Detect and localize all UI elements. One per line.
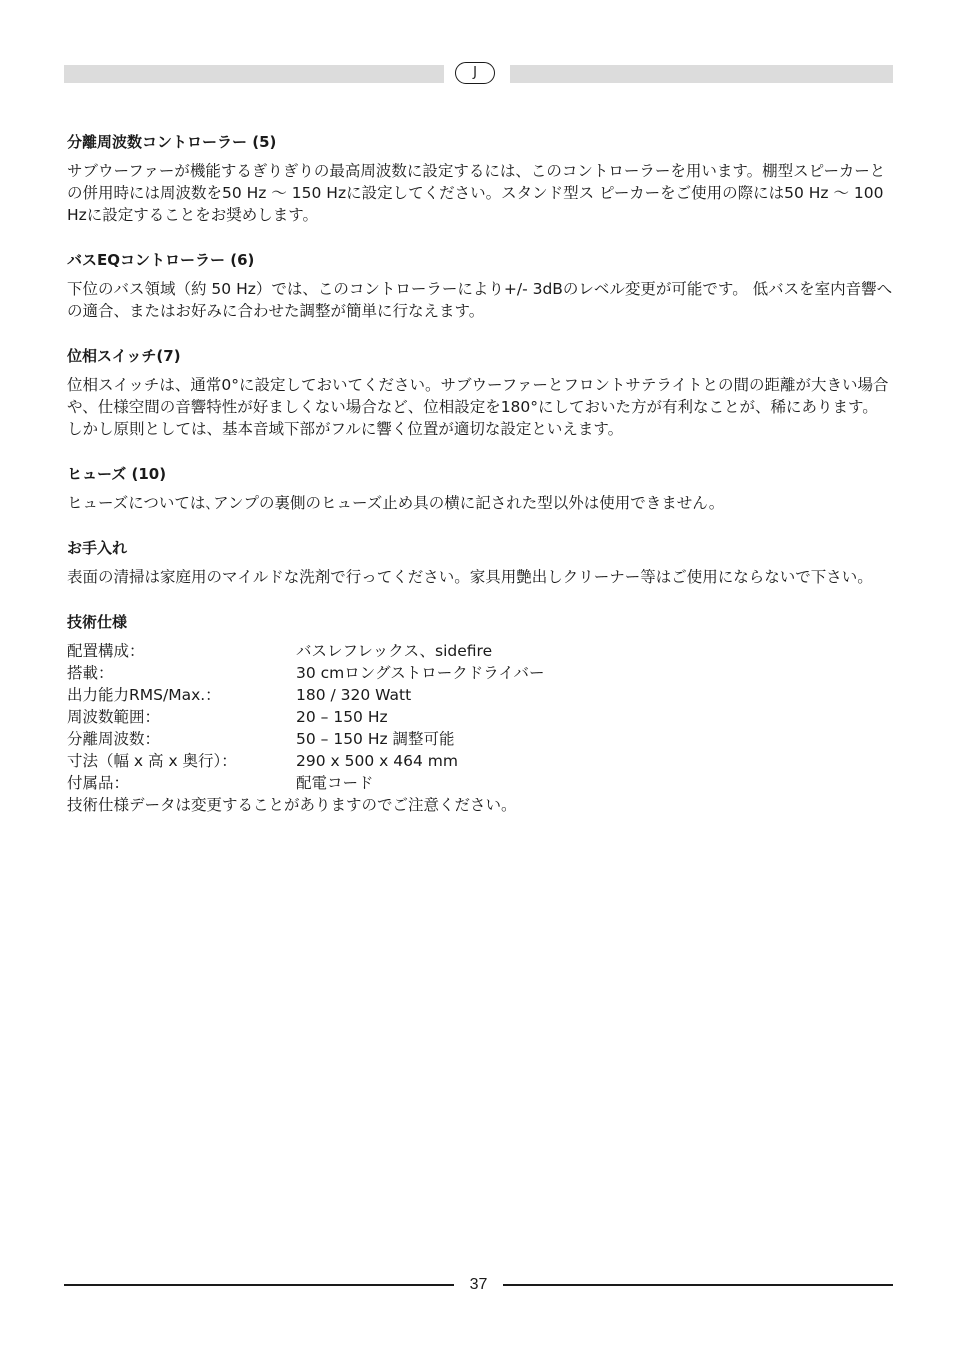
spec-value: 50 – 150 Hz 調整可能 [296, 730, 455, 748]
section-body: 位相スイッチは、通常0°に設定しておいてください。サブウーファーとフロントサテライトとの間の距離が大きい場合や、仕様空間の音響特性が好ましくない場合など、位相設定を180°にしておいた方が有利なことが、稀にあります。しかし原則としては、基本音域下部がフルに響く位置が適切な設定といえます。 [67, 376, 889, 438]
spec-label: 寸法（幅 x 高 x 奥行）： [67, 752, 237, 770]
spec-row [67, 706, 893, 728]
section-body: 表面の清掃は家庭用のマイルドな洗剤で行ってください。家具用艶出しクリーナー等はご使用にならないで下さい。 [67, 568, 873, 586]
spec-value: バスレフレックス、sidefire [296, 642, 493, 660]
section-title: ヒューズ (10) [67, 465, 167, 483]
section-bass-eq-controller [67, 248, 893, 322]
footer-rule-left [64, 1284, 454, 1286]
spec-row [67, 772, 893, 794]
spec-value: 20 – 150 Hz [296, 708, 388, 726]
spec-row [67, 662, 893, 684]
page-content [67, 130, 893, 838]
spec-value: 180 / 320 Watt [296, 686, 412, 704]
section-title: 分離周波数コントローラー (5) [67, 133, 277, 151]
spec-label: 周波数範囲： [67, 708, 161, 726]
language-badge [444, 61, 510, 87]
spec-row [67, 750, 893, 772]
section-crossover-controller [67, 130, 893, 226]
spec-label: 付属品： [67, 774, 130, 792]
spec-label: 配置構成： [67, 642, 145, 660]
spec-value: 配電コード [296, 774, 374, 792]
spec-row [67, 684, 893, 706]
spec-row [67, 728, 893, 750]
section-title: 位相スイッチ(7) [67, 347, 181, 365]
spec-footnote: 技術仕様データは変更することがありますのでご注意ください。 [67, 796, 517, 814]
spec-table [67, 640, 893, 794]
section-body: サブウーファーが機能するぎりぎりの最高周波数に設定するには、このコントローラーを用います。棚型スピーカーとの併用時には周波数を50 Hz ～ 150 Hzに設定してください。スタンド型ス ピーカーをご使用の際には50 Hz ～ 100 Hzに設定することをお奨めします。 [67, 162, 886, 224]
section-care [67, 536, 893, 588]
section-body: 下位のバス領域（約 50 Hz）では、このコントローラーにより+/- 3dBのレベル変更が可能です。 低バスを室内音響への適合、またはお好みに合わせた調整が簡単に行なえます。 [67, 280, 893, 320]
section-phase-switch [67, 344, 893, 440]
footer-rule-right [503, 1284, 893, 1286]
section-title: バスEQコントローラー (6) [67, 251, 255, 269]
section-title: お手入れ [67, 539, 128, 557]
section-title: 技術仕様 [67, 613, 128, 631]
language-badge-label: J [455, 62, 495, 84]
section-specifications [67, 610, 893, 816]
spec-label: 出力能力RMS/Max.： [67, 686, 221, 704]
page-number: 37 [469, 1276, 488, 1293]
spec-value: 290 x 500 x 464 mm [296, 752, 458, 770]
section-fuse [67, 462, 893, 514]
spec-label: 分離周波数： [67, 730, 161, 748]
spec-value: 30 cmロングストロークドライバー [296, 664, 545, 682]
spec-label: 搭載： [67, 664, 114, 682]
section-body: ヒューズについては､アンプの裏側のヒューズ止め具の横に記された型以外は使用できません。 [67, 494, 725, 512]
spec-row [67, 640, 893, 662]
